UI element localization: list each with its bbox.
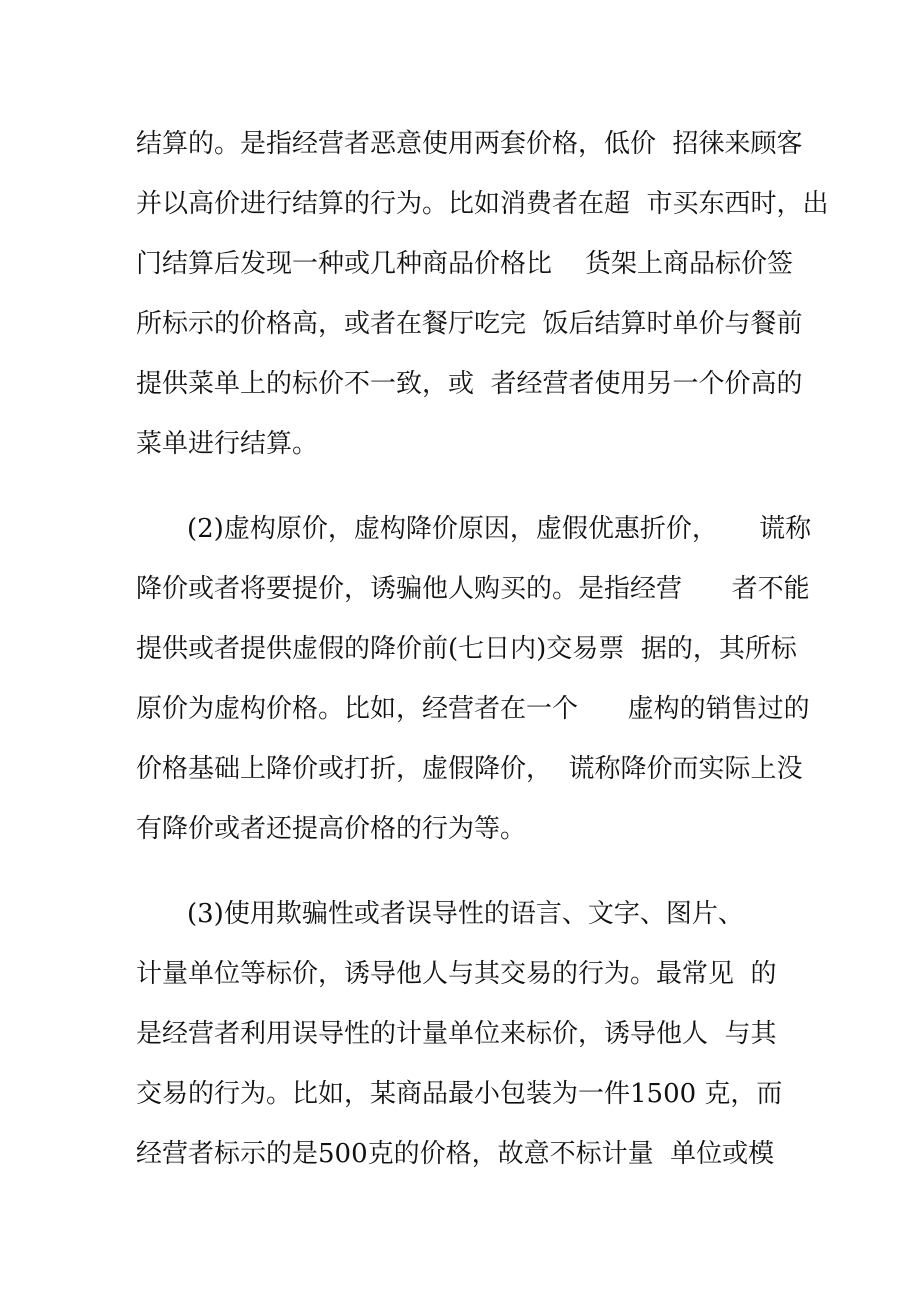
- text-line: 原价为虚构价格。比如，经营者在一个 虚构的销售过的: [136, 694, 810, 724]
- text-line: 所标示的价格高，或者在餐厅吃完 饭后结算时单价与餐前: [136, 309, 803, 339]
- paragraph-3-first-line: (3)使用欺骗性或者误导性的语言、文字、图片、: [187, 899, 744, 929]
- text-line: 交易的行为。比如，某商品最小包装为一件1500 克，而: [136, 1079, 783, 1109]
- text-line: 计量单位等标价，诱导他人与其交易的行为。最常见 的: [136, 959, 777, 989]
- text-line: 结算的。是指经营者恶意使用两套价格，低价 招徕来顾客: [136, 129, 803, 159]
- text-line: 有降价或者还提高价格的行为等。: [136, 814, 527, 844]
- text-line: 并以高价进行结算的行为。比如消费者在超 市买东西时，出: [136, 189, 829, 219]
- text-line: 是经营者利用误导性的计量单位来标价，诱导他人 与其: [136, 1019, 777, 1049]
- text-line: 价格基础上降价或打折，虚假降价， 谎称降价而实际上没: [136, 754, 803, 784]
- text-line: 降价或者将要提价，诱骗他人购买的。是指经营 者不能: [136, 574, 810, 604]
- text-line: 门结算后发现一种或几种商品价格比 货架上商品标价签: [136, 249, 794, 279]
- text-line: 菜单进行结算。: [136, 429, 319, 459]
- paragraph-2-first-line: (2)虚构原价，虚构降价原因，虚假优惠折价， 谎称: [187, 514, 812, 544]
- text-line: 经营者标示的是500克的价格，故意不标计量 单位或模: [136, 1139, 775, 1169]
- text-line: 提供或者提供虚假的降价前(七日内)交易票 据的，其所标: [136, 634, 797, 664]
- text-line: 提供菜单上的标价不一致，或 者经营者使用另一个价高的: [136, 369, 803, 399]
